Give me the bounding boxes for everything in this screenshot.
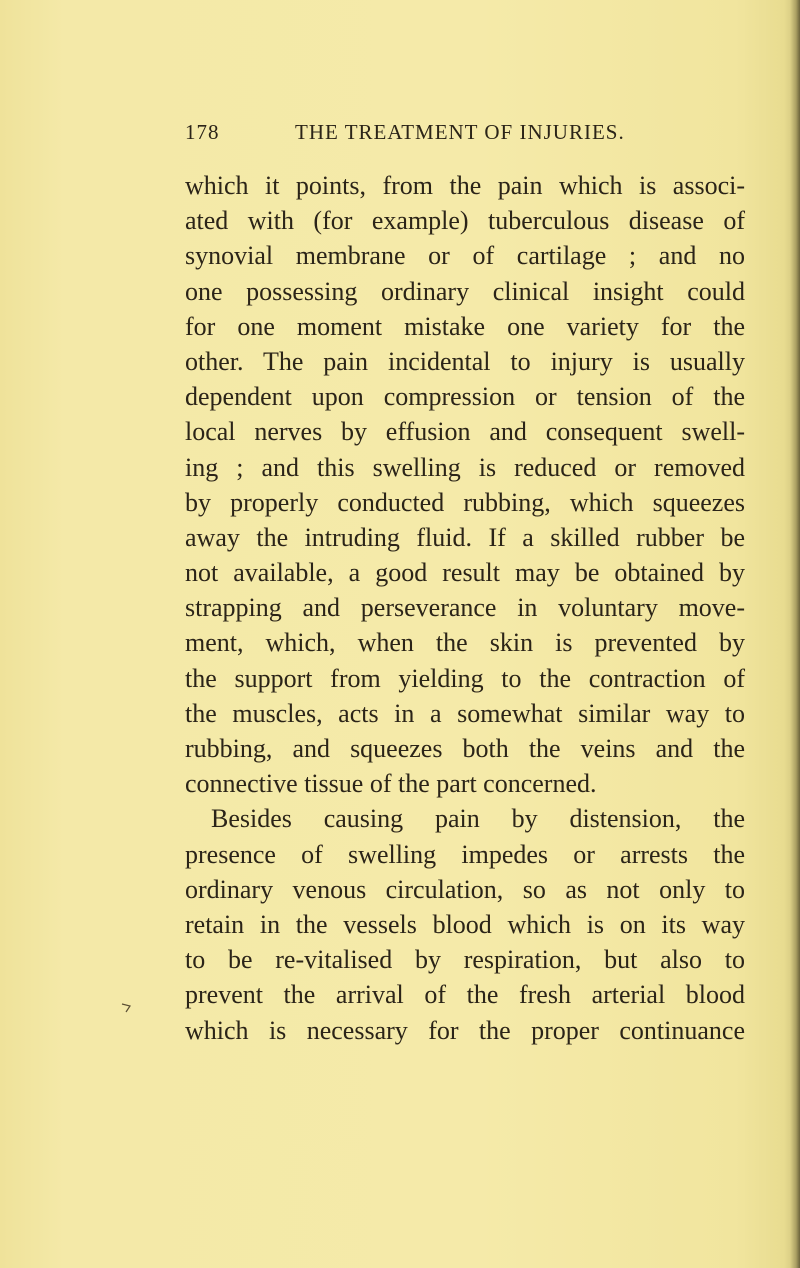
- text-line: dependent upon compression or tension of the: [185, 382, 745, 412]
- text-line: prevent the arrival of the fresh arterial blood: [185, 980, 745, 1010]
- text-line: ated with (for example) tuberculous disease of: [185, 206, 745, 236]
- margin-arrow-mark: [120, 1000, 134, 1014]
- text-line: for one moment mistake one variety for the: [185, 311, 745, 341]
- page-edge-shadow: [790, 0, 800, 1268]
- text-line: presence of swelling impedes or arrests the: [185, 839, 745, 869]
- text-line: away the intruding fluid. If a skilled rubber be: [185, 522, 745, 552]
- text-line: strapping and perseverance in voluntary move-: [185, 593, 745, 623]
- text-line: which is necessary for the proper continuance: [185, 1015, 745, 1045]
- text-line: local nerves by effusion and consequent swell-: [185, 417, 745, 447]
- text-line: the muscles, acts in a somewhat similar way to: [185, 698, 745, 728]
- text-line: ment, which, when the skin is prevented by: [185, 628, 745, 658]
- text-line: the support from yielding to the contraction of: [185, 663, 745, 693]
- page-header: [185, 120, 705, 150]
- text-line: rubbing, and squeezes both the veins and the: [185, 734, 745, 763]
- text-line: ordinary venous circulation, so as not only to: [185, 874, 745, 904]
- text-line: one possessing ordinary clinical insight could: [185, 276, 745, 306]
- running-head: THE TREATMENT OF INJURIES.: [295, 120, 625, 144]
- body-text: [185, 168, 745, 1048]
- text-line: connective tissue of the part concerned.: [185, 769, 597, 799]
- paragraph-start-line: Besides causing pain by distension, the: [211, 804, 745, 834]
- text-line: by properly conducted rubbing, which squeezes: [185, 487, 745, 517]
- text-line: ing ; and this swelling is reduced or removed: [185, 452, 745, 482]
- text-line: retain in the vessels blood which is on its way: [185, 909, 745, 939]
- text-line: other. The pain incidental to injury is usually: [185, 346, 745, 376]
- page-number: 178: [185, 120, 220, 144]
- text-line: to be re-vitalised by respiration, but also to: [185, 945, 745, 975]
- text-line: synovial membrane or of cartilage ; and no: [185, 241, 745, 271]
- text-line: not available, a good result may be obtained by: [185, 558, 745, 588]
- text-line: which it points, from the pain which is associ-: [185, 171, 745, 200]
